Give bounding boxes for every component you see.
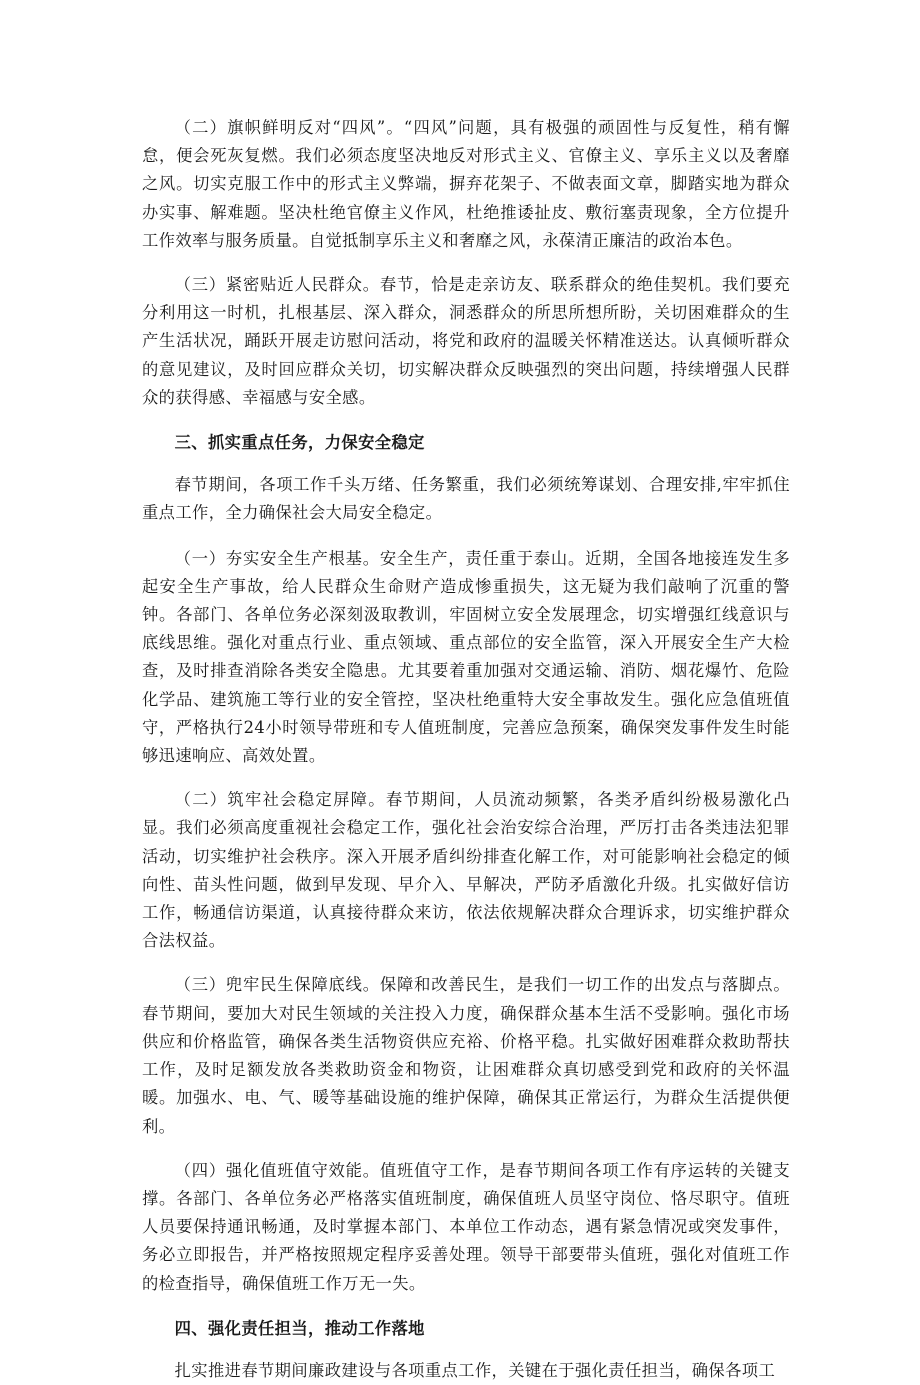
document-page — [142, 114, 790, 1385]
paragraph-gap — [142, 770, 790, 786]
section-heading-3: 三、抓实重点任务，力保安全稳定 — [174, 433, 425, 453]
paragraph-gap — [142, 412, 790, 429]
paragraph-gap — [142, 955, 790, 971]
paragraph-gap — [142, 528, 790, 545]
paragraph-section-4-intro: 扎实推进春节期间廉政建设与各项重点工作，关键在于强化责任担当，确保各项工 — [174, 1360, 776, 1380]
paragraph-oppose-four-winds: （二）旗帜鲜明反对“四风”。“四风”问题，具有极强的顽固性与反复性，稍有懈怠，便会死灰复燃。我们必须态度坚决地反对形式主义、官僚主义、享乐主义以及奢靡之风。切实克服工作中的形式主义弊端，摒弃花架子、不做表面文章，脚踏实地为群众办实事、解难题。坚决杜绝官僚主义作风，杜绝推诿扯皮、敷衍塞责现象，全方位提升工作效率与服务质量。自觉抵制享乐主义和奢靡之风，永葆清正廉洁的政治本色。 — [142, 118, 790, 250]
paragraph-close-to-people: （三）紧密贴近人民群众。春节，恰是走亲访友、联系群众的绝佳契机。我们要充分利用这一时机，扎根基层、深入群众，洞悉群众的所思所想所盼，关切困难群众的生产生活状况，踊跃开展走访慰问活动，将党和政府的温暖关怀精准送达。认真倾听群众的意见建议，及时回应群众关切，切实解决群众反映强烈的突出问题，持续增强人民群众的获得感、幸福感与安全感。 — [142, 275, 790, 407]
paragraph-gap — [142, 1298, 790, 1315]
paragraph-social-stability: （二）筑牢社会稳定屏障。春节期间，人员流动频繁，各类矛盾纠纷极易激化凸显。我们必须高度重视社会稳定工作，强化社会治安综合治理，严厉打击各类违法犯罪活动，切实维护社会秩序。深入开展矛盾纠纷排查化解工作，对可能影响社会稳定的倾向性、苗头性问题，做到早发现、早介入、早解决，严防矛盾激化升级。扎实做好信访工作，畅通信访渠道，认真接待群众来访，依法依规解决群众合理诉求，切实维护群众合法权益。 — [142, 790, 790, 951]
paragraph-safety-production: （一）夯实安全生产根基。安全生产，责任重于泰山。近期，全国各地接连发生多起安全生产事故，给人民群众生命财产造成惨重损失，这无疑为我们敲响了沉重的警钟。各部门、各单位务必深刻汲取教训，牢固树立安全发展理念，切实增强红线意识与底线思维。强化对重点行业、重点领域、重点部位的安全监管，深入开展安全生产大检查，及时排查消除各类安全隐患。尤其要着重加强对交通运输、消防、烟花爆竹、危险化学品、建筑施工等行业的安全管控，坚决杜绝重特大安全事故发生。强化应急值班值守，严格执行24小时领导带班和专人值班制度，完善应急预案，确保突发事件发生时能够迅速响应、高效处置。 — [142, 548, 790, 766]
paragraph-gap — [142, 1343, 790, 1357]
paragraph-section-3-intro: 春节期间，各项工作千头万绪、任务繁重，我们必须统筹谋划、合理安排,牢牢抓住重点工作，全力确保社会大局安全稳定。 — [142, 475, 790, 523]
paragraph-gap — [142, 457, 790, 471]
paragraph-gap — [142, 1141, 790, 1157]
section-heading-4: 四、强化责任担当，推动工作落地 — [174, 1318, 425, 1338]
paragraph-duty-shift: （四）强化值班值守效能。值班值守工作，是春节期间各项工作有序运转的关键支撑。各部门、各单位务必严格落实值班制度，确保值班人员坚守岗位、恪尽职守。值班人员要保持通讯畅通，及时掌握本部门、本单位工作动态，遇有紧急情况或突发事件，务必立即报告，并严格按照规定程序妥善处理。领导干部要带头值班，强化对值班工作的检查指导，确保值班工作万无一失。 — [142, 1160, 790, 1293]
paragraph-livelihood: （三）兜牢民生保障底线。保障和改善民生，是我们一切工作的出发点与落脚点。春节期间，要加大对民生领域的关注投入力度，确保群众基本生活不受影响。强化市场供应和价格监管，确保各类生活物资供应充裕、价格平稳。扎实做好困难群众救助帮扶工作，及时足额发放各类救助资金和物资，让困难群众真切感受到党和政府的关怀温暖。加强水、电、气、暖等基础设施的维护保障，确保其正常运行，为群众生活提供便利。 — [142, 975, 790, 1136]
paragraph-gap — [142, 255, 790, 271]
